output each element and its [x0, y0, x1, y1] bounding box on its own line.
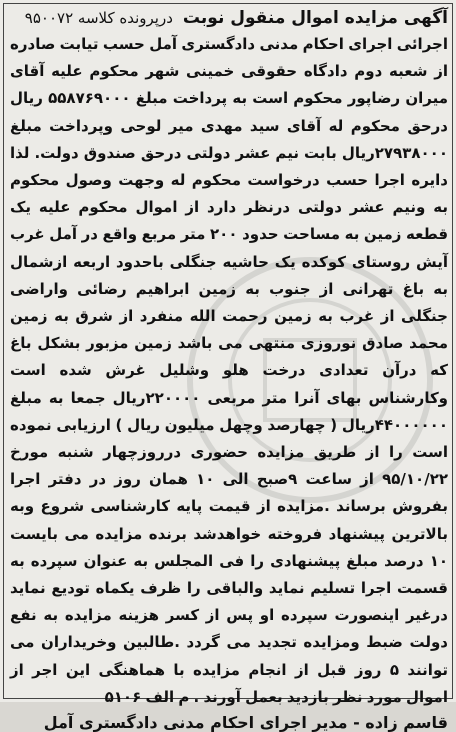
notice-header [10, 8, 448, 28]
notice-title: آگهی مزایده اموال منقول نوبت [182, 8, 448, 28]
notice-signature: قاسم زاده - مدیر اجرای احکام مدنی دادگستری آمل [43, 713, 448, 732]
notice-body: اجرائی اجرای احکام مدنی دادگستری آمل حسب تیابت صادره از شعبه دوم دادگاه حقوقی خمینی شهر محکوم علیه آقای میران رضاپور محکوم است به پرداخت مبلغ ۵۵۸۷۶۹۰۰۰ ریال درحق محکوم له آقای سید مهدی میر لوحی وپرداخت مبلغ ۲۷۹۳۸۰۰۰ریال بابت نیم عشر دولتی درحق صندوق دولت. لذا دایره اجرا حسب درخواست محکوم له وجهت وصول محکوم به ونیم عشر دولتی درنظر دارد از اموال محکوم علیه یک قطعه زمین به مساحت حدود ۲۰۰ متر مربع واقع در آمل غرب آیش روستای کوکده یک حاشیه جنگلی باحدود اربعه ازشمال به باغ تهرانی از جنوب به زمین ابراهیم رضائی واراضی جنگلی از غرب به زمین رحمت الله منفرد از شرق به زمین محمد صادق نوروزی منتهی می باشد زمین مزبور بشکل باغ که درآن تعدادی درخت هلو وشلیل غرش شده است وکارشناس بهای آنرا متر مربعی ۲۲۰۰۰۰ریال جمعا به مبلغ ۴۴۰۰۰۰۰۰ریال ( چهارصد وچهل میلیون ریال ) ارزیابی نموده است را از طریق مزایده حضوری درروزچهار شنبه مورخ ۹۵/۱۰/۲۲ از ساعت ۹صبح الی ۱۰ همان روز در دفتر اجرا بفروش برساند .مزایده از قیمت پایه کارشناسی شروع وبه بالاترین پیشنهاد فروخته خواهدشد برنده مزایده می بایست ۱۰ درصد مبلغ پیشنهادی را فی المجلس به عنوان سپرده به قسمت اجرا تسلیم نماید والباقی را ظرف یکماه توديع نماید درغیر اینصورت سپرده او پس از کسر هزینه مزایده به نفع دولت ضبط ومزایده تجدید می گردد .طالبین وخریداران می توانند ۵ روز قبل از انجام مزایده با هماهنگی این اجر از اموال مورد نظر بازدید بعمل آورند . م الف ۵۱۰۶ [10, 35, 449, 706]
notice-content [10, 6, 449, 732]
case-reference: درپرونده کلاسه ۹۵۰۰۷۲ [24, 9, 173, 27]
